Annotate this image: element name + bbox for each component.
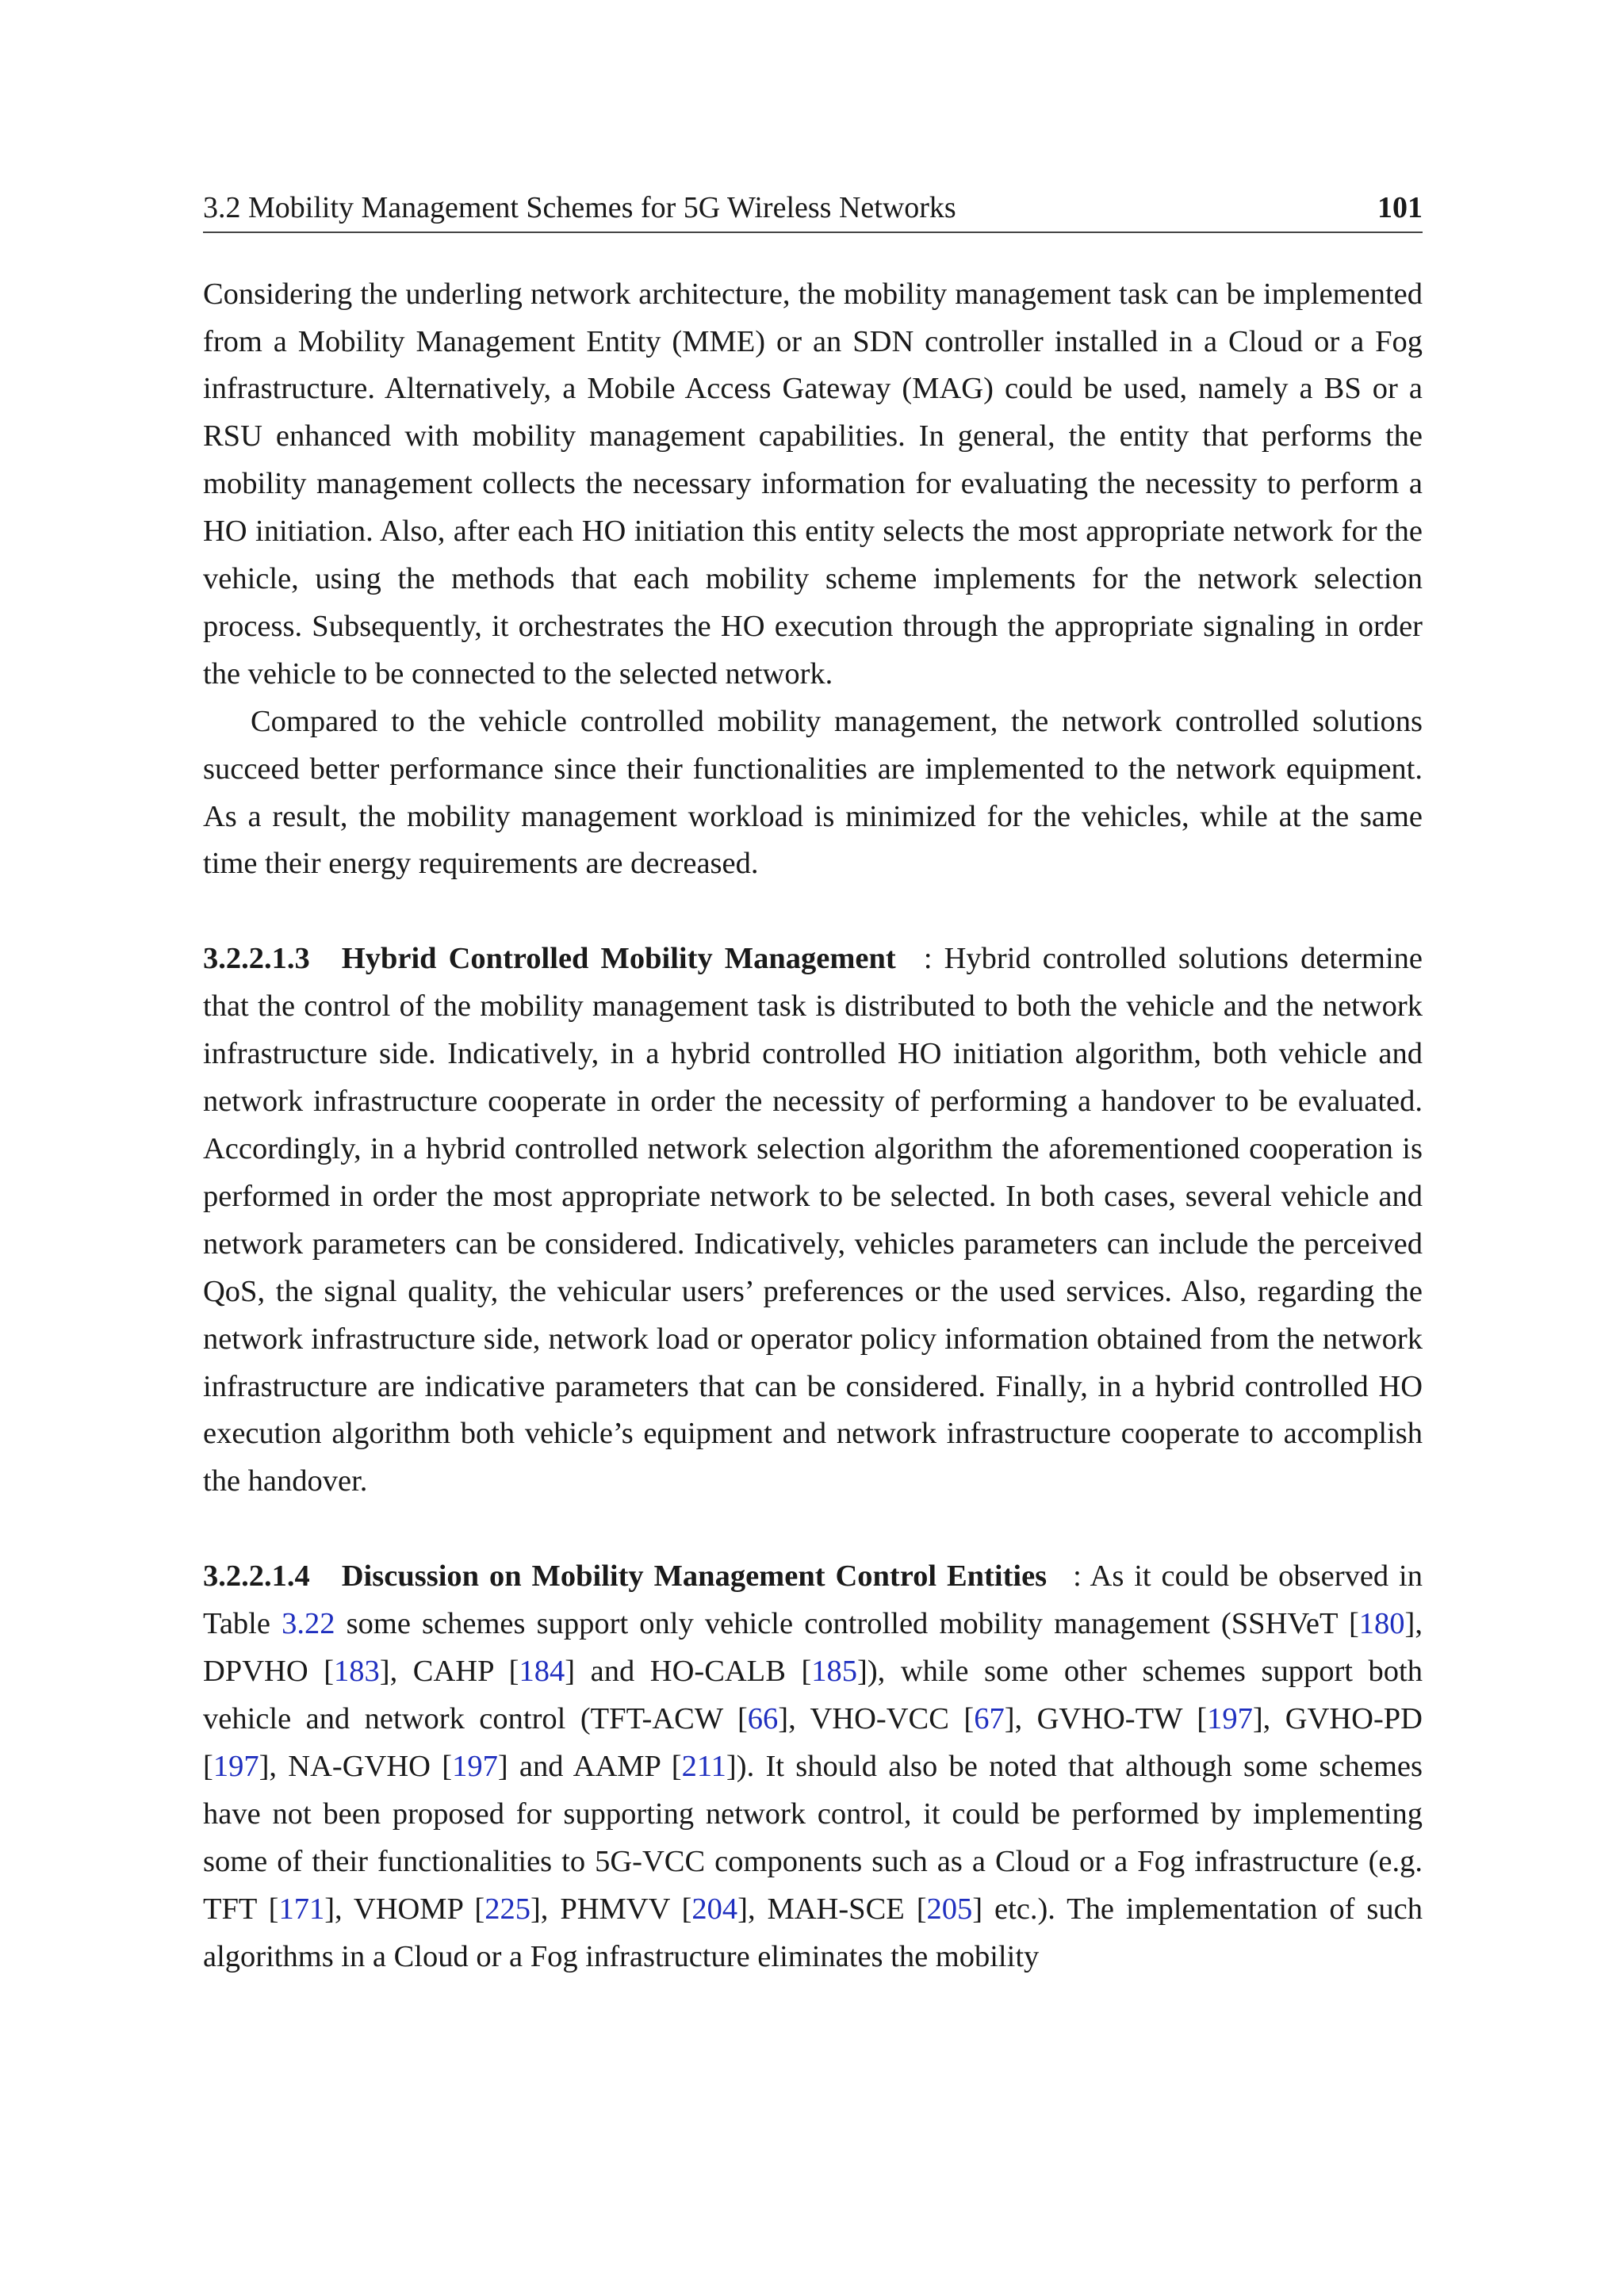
text-run: ] etc.). The implementation of such algorithms in a Cloud or a Fog infrastructure eliminates the mobility — [203, 1892, 1423, 1973]
body-text — [203, 271, 1423, 1981]
table-link[interactable]: 3.22 — [282, 1607, 335, 1641]
text-run: ], CAHP [ — [379, 1655, 519, 1689]
paragraph-network-controlled: Compared to the vehicle controlled mobility management, the network controlled solutions succeed better performance since their functionalities are implemented to the network equipment. As a result, the mobility management workload is minimized for the vehicles, while at the same time their energy requirements are decreased. — [203, 704, 1423, 881]
page-number: 101 — [1377, 191, 1423, 224]
text-run: ], VHOMP [ — [324, 1892, 485, 1926]
citation-link[interactable]: 197 — [213, 1749, 259, 1783]
text-run: ], MAH-SCE [ — [737, 1892, 927, 1926]
text-run: ], GVHO-PD [ — [203, 1701, 1423, 1783]
section-number: 3.2.2.1.3 — [203, 942, 310, 976]
citation-link[interactable]: 205 — [926, 1892, 973, 1926]
section-text: : Hybrid controlled solutions determine that the control of the mobility management task is distributed to both the vehicle and the network infrastructure side. Indicatively, in a hybrid controlled HO initiation algorithm, both vehicle and network infrastructure cooperate in order the necessity of performing a handover to be evaluated. Accordingly, in a hybrid controlled network selection algorithm the aforementioned cooperation is performed in order the most appropriate network to be selected. In both cases, several vehicle and network parameters can be considered. Indicatively, vehicles parameters can include the perceived QoS, the signal quality, the vehicular users’ preferences or the used services. Also, regarding the network infrastructure side, network load or operator policy information obtained from the network infrastructure are indicative parameters that can be considered. Finally, in a hybrid controlled HO execution algorithm both vehicle’s equipment and network infrastructure cooperate to accomplish the handover. — [203, 942, 1423, 1498]
section-hybrid-controlled — [203, 936, 1423, 1506]
text-run: ] and HO-CALB [ — [565, 1655, 812, 1689]
section-number: 3.2.2.1.4 — [203, 1559, 310, 1594]
citation-link[interactable]: 197 — [1207, 1701, 1253, 1735]
citation-link[interactable]: 66 — [747, 1701, 779, 1735]
citation-link[interactable]: 184 — [519, 1655, 565, 1689]
citation-link[interactable]: 183 — [334, 1655, 380, 1689]
citation-link[interactable]: 185 — [811, 1655, 858, 1689]
citation-link[interactable]: 180 — [1358, 1607, 1405, 1641]
section-discussion — [203, 1553, 1423, 1980]
text-run: ], DPVHO [ — [203, 1607, 1423, 1689]
page — [203, 190, 1423, 1980]
citation-link[interactable]: 211 — [681, 1749, 726, 1783]
running-title: 3.2 Mobility Management Schemes for 5G Wireless Networks — [203, 191, 956, 224]
citation-link[interactable]: 225 — [485, 1892, 530, 1926]
text-run: ], PHMVV [ — [530, 1892, 692, 1926]
running-header — [203, 190, 1423, 233]
text-run: ], VHO-VCC [ — [778, 1701, 975, 1735]
section-title: Hybrid Controlled Mobility Management — [341, 942, 896, 976]
citation-link[interactable]: 67 — [974, 1701, 1005, 1735]
text-run: ]), while some other schemes support both vehicle and network control (TFT-ACW [ — [203, 1655, 1423, 1735]
citation-link[interactable]: 197 — [452, 1749, 498, 1783]
citation-link[interactable]: 204 — [691, 1892, 738, 1926]
text-run: : As it could be observed in Table — [203, 1559, 1423, 1641]
text-run: ], GVHO-TW [ — [1004, 1701, 1208, 1735]
section-title: Discussion on Mobility Management Control Entities — [341, 1559, 1048, 1594]
text-run: ], NA-GVHO [ — [259, 1749, 453, 1783]
text-run: ] and AAMP [ — [497, 1749, 682, 1783]
text-run: ]). It should also be noted that although some schemes have not been proposed for supporting network control, it could be performed by implementing some of their functionalities to 5G-VCC components such as a Cloud or a Fog infrastructure (e.g. TFT [ — [203, 1749, 1423, 1926]
citation-link[interactable]: 171 — [278, 1892, 325, 1926]
text-run: some schemes support only vehicle controlled mobility management (SSHVeT [ — [335, 1607, 1359, 1641]
paragraph-mobility-entity: Considering the underling network architecture, the mobility management task can be implemented from a Mobility Management Entity (MME) or an SDN controller installed in a Cloud or a Fog infrastructure. Alternatively, a Mobile Access Gateway (MAG) could be used, namely a BS or a RSU enhanced with mobility management capabilities. In general, the entity that performs the mobility management collects the necessary information for evaluating the necessity to perform a HO initiation. Also, after each HO initiation this entity selects the most appropriate network for the vehicle, using the methods that each mobility scheme implements for the network selection process. Subsequently, it orchestrates the HO execution through the appropriate signaling in order the vehicle to be connected to the selected network. — [203, 277, 1423, 691]
